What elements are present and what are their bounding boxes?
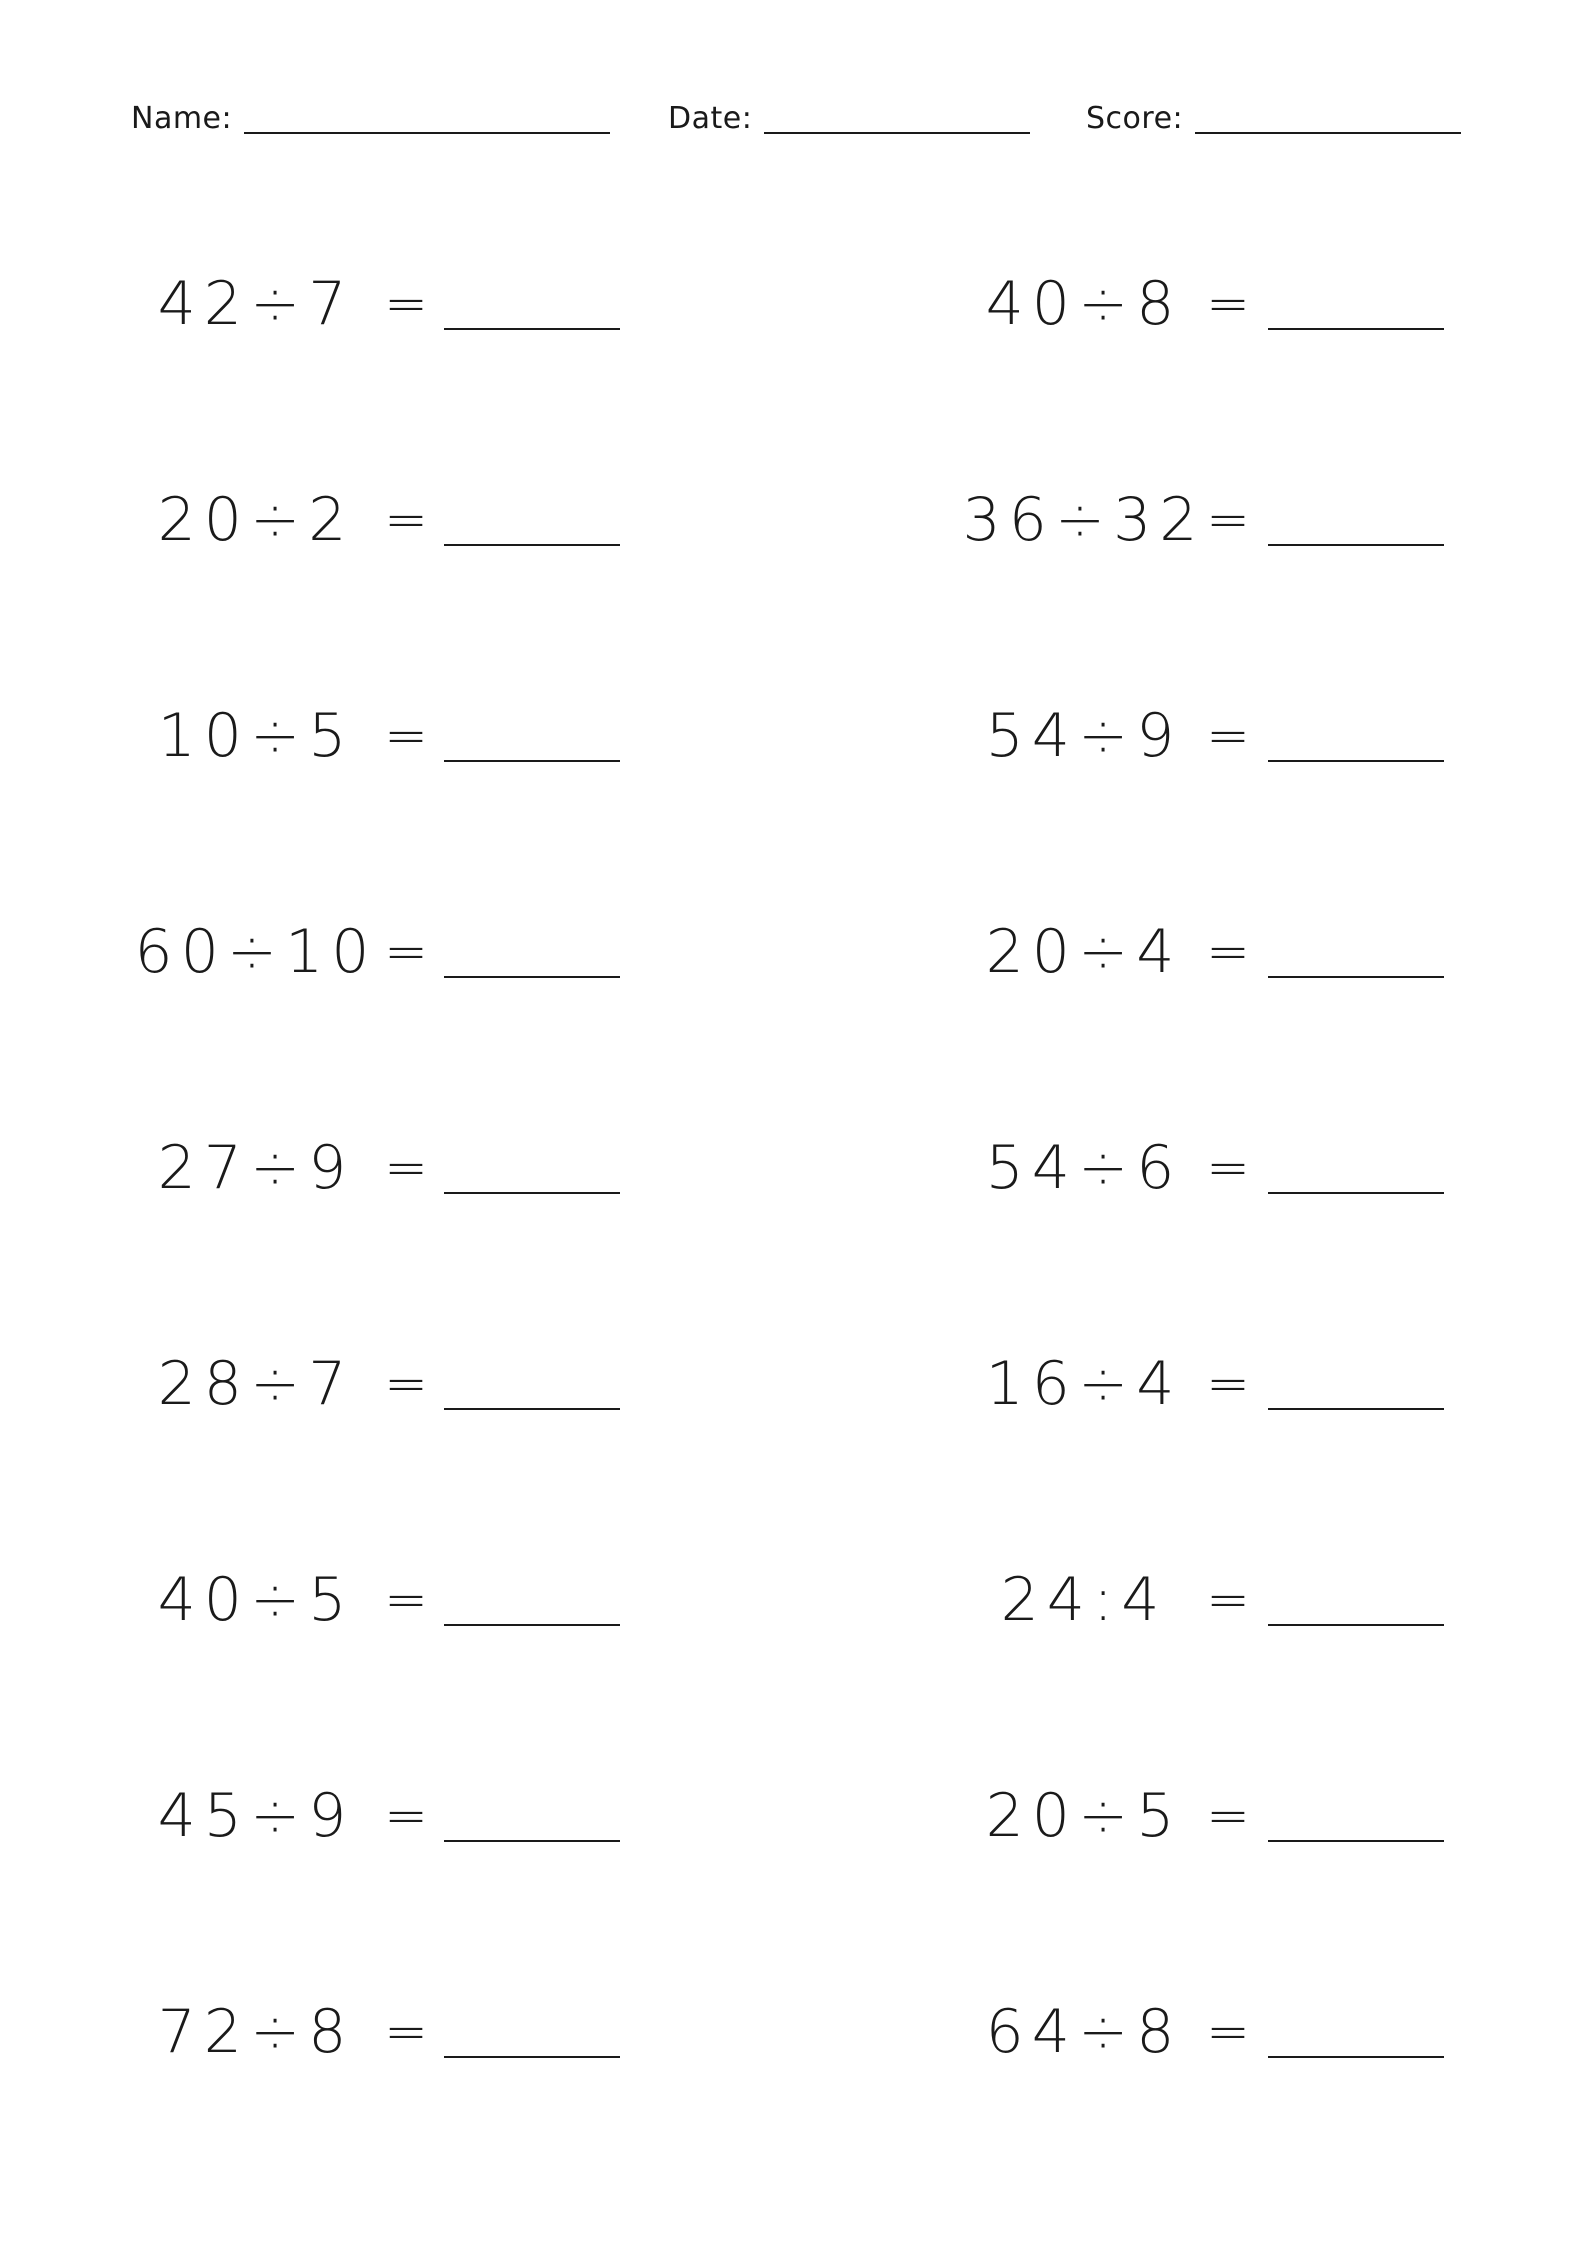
score-label: Score: bbox=[1086, 101, 1184, 136]
equals-sign: = bbox=[384, 1138, 428, 1198]
problem-expression: 27÷9 bbox=[157, 1133, 355, 1203]
problem-expression: 20÷4 bbox=[985, 917, 1183, 987]
equals-sign: = bbox=[384, 1354, 428, 1414]
name-label: Name: bbox=[131, 101, 233, 136]
problem-row-right-4 bbox=[0, 912, 1588, 992]
equals-sign: = bbox=[384, 1570, 428, 1630]
problem-expression: 72÷8 bbox=[157, 1997, 355, 2067]
problem-expression: 40÷5 bbox=[157, 1565, 355, 1635]
problem-row-right-5 bbox=[0, 1128, 1588, 1208]
date-label: Date: bbox=[668, 101, 753, 136]
problem-expression: 40÷8 bbox=[985, 269, 1183, 339]
equals-sign: = bbox=[1206, 1786, 1250, 1846]
answer-blank-line[interactable] bbox=[1268, 976, 1444, 978]
problem-expression: 20÷5 bbox=[985, 1781, 1183, 1851]
problem-expression: 60÷10 bbox=[134, 917, 378, 987]
answer-blank-line[interactable] bbox=[1268, 760, 1444, 762]
equals-sign: = bbox=[1206, 1138, 1250, 1198]
problem-row-right-3 bbox=[0, 696, 1588, 776]
answer-blank-line[interactable] bbox=[1268, 2056, 1444, 2058]
problem-expression: 10÷5 bbox=[157, 701, 355, 771]
equals-sign: = bbox=[1206, 922, 1250, 982]
answer-blank-line[interactable] bbox=[1268, 328, 1444, 330]
problem-expression: 24:4 bbox=[1000, 1565, 1168, 1635]
problem-row-right-1 bbox=[0, 264, 1588, 344]
equals-sign: = bbox=[1206, 1570, 1250, 1630]
problem-row-right-6 bbox=[0, 1344, 1588, 1424]
problem-expression: 54÷9 bbox=[985, 701, 1183, 771]
equals-sign: = bbox=[1206, 274, 1250, 334]
equals-sign: = bbox=[384, 1786, 428, 1846]
problem-expression: 64÷8 bbox=[985, 1997, 1183, 2067]
equals-sign: = bbox=[1206, 2002, 1250, 2062]
equals-sign: = bbox=[384, 2002, 428, 2062]
answer-blank-line[interactable] bbox=[1268, 544, 1444, 546]
problem-row-right-2 bbox=[0, 480, 1588, 560]
problem-expression: 36÷32 bbox=[962, 485, 1206, 555]
equals-sign: = bbox=[1206, 1354, 1250, 1414]
problem-expression: 42÷7 bbox=[157, 269, 355, 339]
equals-sign: = bbox=[384, 490, 428, 550]
problem-row-right-9 bbox=[0, 1992, 1588, 2072]
problem-expression: 20÷2 bbox=[157, 485, 355, 555]
answer-blank-line[interactable] bbox=[1268, 1840, 1444, 1842]
equals-sign: = bbox=[384, 922, 428, 982]
answer-blank-line[interactable] bbox=[1268, 1408, 1444, 1410]
problem-expression: 54÷6 bbox=[985, 1133, 1183, 1203]
answer-blank-line[interactable] bbox=[1268, 1192, 1444, 1194]
problem-expression: 45÷9 bbox=[157, 1781, 355, 1851]
equals-sign: = bbox=[384, 706, 428, 766]
problem-expression: 16÷4 bbox=[985, 1349, 1183, 1419]
answer-blank-line[interactable] bbox=[1268, 1624, 1444, 1626]
problem-row-right-7 bbox=[0, 1560, 1588, 1640]
problem-expression: 28÷7 bbox=[157, 1349, 355, 1419]
equals-sign: = bbox=[384, 274, 428, 334]
equals-sign: = bbox=[1206, 490, 1250, 550]
equals-sign: = bbox=[1206, 706, 1250, 766]
problem-row-right-8 bbox=[0, 1776, 1588, 1856]
